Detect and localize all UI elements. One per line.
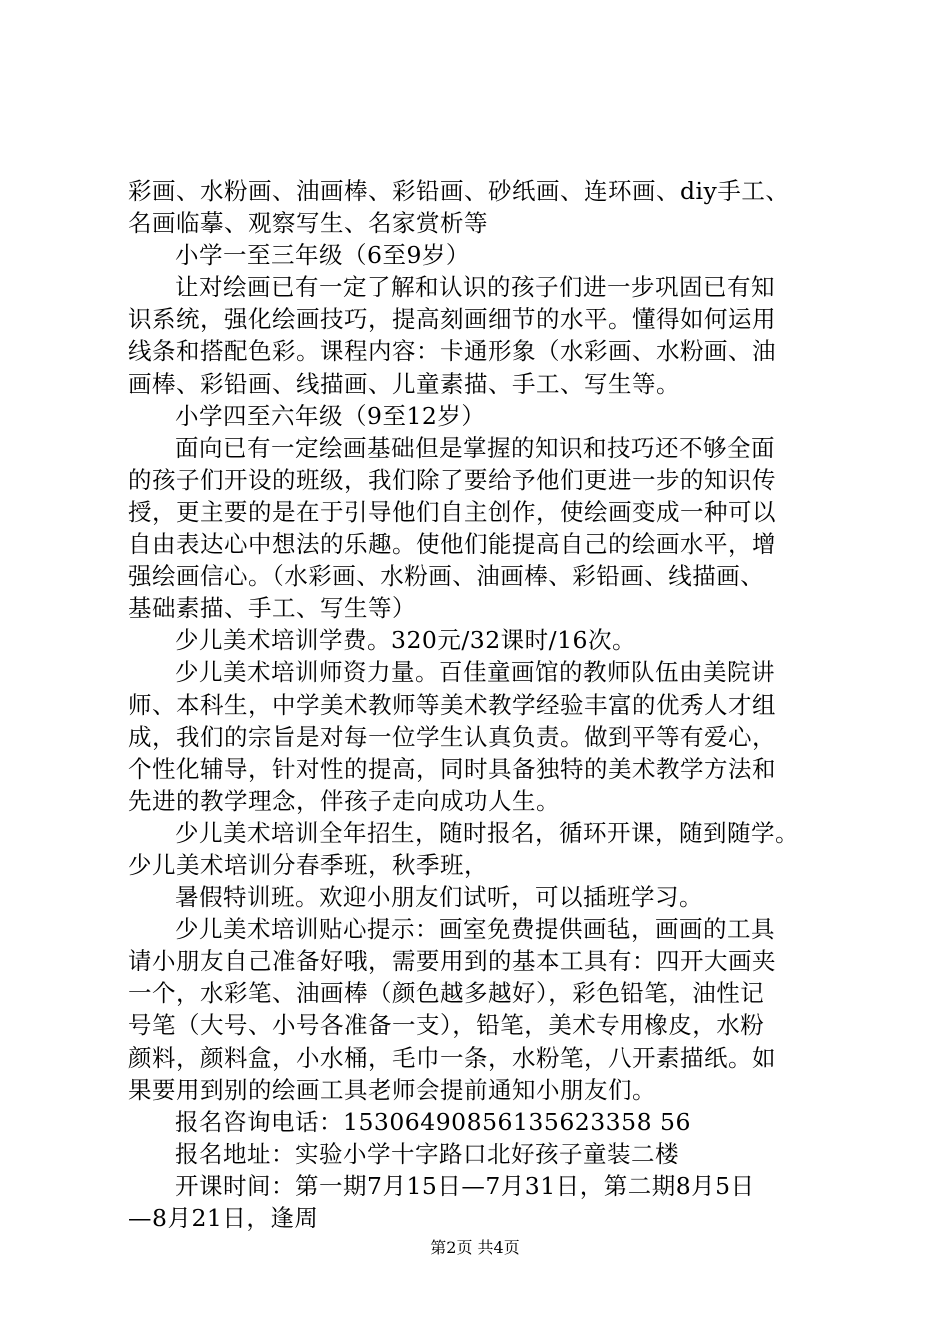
text-line: 请小朋友自己准备好哦，需要用到的基本工具有：四开大画夹 [128,947,776,976]
text-line: 线条和搭配色彩。课程内容：卡通形象（水彩画、水粉画、油 [128,337,776,366]
document-body [128,175,828,1234]
text-line: 少儿美术培训师资力量。百佳童画馆的教师队伍由美院讲 [175,658,775,687]
text-line: 画棒、彩铅画、线描画、儿童素描、手工、写生等。 [128,369,680,398]
text-line: 先进的教学理念，伴孩子走向成功人生。 [128,786,560,815]
text-line: 个性化辅导，针对性的提高，同时具备独特的美术教学方法和 [128,754,776,783]
text-line: 少儿美术培训全年招生，随时报名，循环开课，随到随学。 [175,818,799,847]
text-line: 小学四至六年级（9至12岁） [175,401,486,430]
text-line: 少儿美术培训分春季班，秋季班， [128,850,488,879]
page-number-footer: 第2页 共4页 [430,1238,520,1257]
text-line: 果要用到别的绘画工具老师会提前通知小朋友们。 [128,1075,656,1104]
text-line: 少儿美术培训学费。320元/32课时/16次。 [175,626,636,655]
text-line: 让对绘画已有一定了解和认识的孩子们进一步巩固已有知 [175,273,775,302]
text-line: 少儿美术培训贴心提示：画室免费提供画毡，画画的工具 [175,915,775,944]
text-line: 暑假特训班。欢迎小朋友们试听，可以插班学习。 [175,883,703,912]
text-line: 的孩子们开设的班级，我们除了要给予他们更进一步的知识传 [128,465,776,494]
text-line: 开课时间：第一期7月15日—7月31日，第二期8月5日 [175,1171,755,1200]
text-line: 师、本科生，中学美术教师等美术教学经验丰富的优秀人才组 [128,690,776,719]
text-line: 号笔（大号、小号各准备一支），铅笔，美术专用橡皮，水粉 [128,1011,765,1040]
text-line: 成，我们的宗旨是对每一位学生认真负责。做到平等有爱心， [128,722,776,751]
text-line: 颜料，颜料盒，小水桶，毛巾一条，水粉笔，八开素描纸。如 [128,1043,776,1072]
text-line: 彩画、水粉画、油画棒、彩铅画、砂纸画、连环画、diy手工、 [128,177,790,205]
text-line: 小学一至三年级（6至9岁） [175,241,470,270]
text-line: 名画临摹、观察写生、名家赏析等 [128,209,488,238]
text-line: 识系统，强化绘画技巧，提高刻画细节的水平。懂得如何运用 [128,305,776,334]
text-line: 自由表达心中想法的乐趣。使他们能提高自己的绘画水平，增 [128,530,776,559]
text-line: 基础素描、手工、写生等） [128,594,416,623]
text-line: 一个，水彩笔、油画棒（颜色越多越好），彩色铅笔，油性记 [128,979,765,1008]
text-line: 授，更主要的是在于引导他们自主创作，使绘画变成一种可以 [128,497,776,526]
text-line: 报名咨询电话：15306490856135623358 56 [175,1107,691,1136]
text-line: —8月21日，逢周 [128,1204,319,1232]
text-line: 面向已有一定绘画基础但是掌握的知识和技巧还不够全面 [175,433,775,462]
text-line: 报名地址：实验小学十字路口北好孩子童装二楼 [175,1139,679,1168]
text-line: 强绘画信心。（水彩画、水粉画、油画棒、彩铅画、线描画、 [128,562,765,591]
